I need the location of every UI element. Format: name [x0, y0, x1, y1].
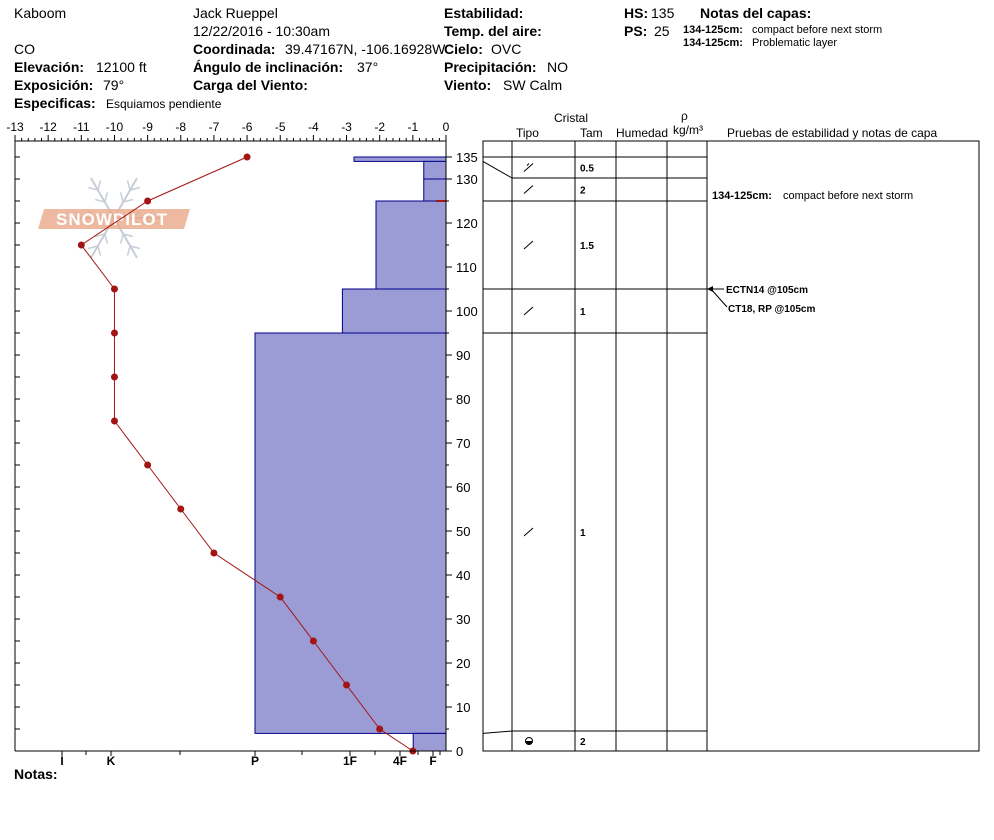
- location-name: Kaboom: [14, 5, 67, 21]
- height-tick-label: 50: [456, 524, 471, 539]
- snowflake-branch: [98, 246, 101, 256]
- temp-point: [310, 638, 317, 645]
- hardness-tick-label: K: [106, 754, 116, 768]
- hardness-bar: [342, 289, 446, 333]
- temp-tick-label: -11: [73, 120, 90, 134]
- snowflake-branch: [105, 234, 108, 244]
- stability-label: Estabilidad:: [444, 5, 524, 21]
- aspect-label: Exposición:: [14, 77, 94, 93]
- height-tick-label: 90: [456, 348, 471, 363]
- decomposing-crystal-icon: [524, 241, 533, 249]
- moisture-header: Humedad: [616, 126, 669, 140]
- air-temp-label: Temp. del aire:: [444, 23, 542, 39]
- hs-value: 135: [651, 5, 675, 21]
- layer-note-text: compact before next storm: [752, 24, 883, 36]
- temp-point: [210, 550, 217, 557]
- height-tick-label: 20: [456, 656, 471, 671]
- temp-point: [111, 286, 118, 293]
- temp-tick-label: -13: [6, 120, 24, 134]
- crystal-header: Cristal: [554, 111, 589, 125]
- crystal-size-value: 1.5: [580, 241, 594, 252]
- hardness-bars: [255, 157, 446, 751]
- temp-tick-label: -7: [208, 120, 220, 134]
- temp-tick-label: -3: [341, 120, 352, 134]
- snowflake-branch: [128, 246, 131, 256]
- ps-label: PS:: [624, 23, 648, 39]
- height-tick-label: 10: [456, 700, 471, 715]
- aspect-value: 79°: [103, 77, 125, 93]
- decomposing-crystal-icon: [524, 307, 533, 315]
- crystal-size-value: 1: [580, 307, 586, 318]
- specifics-value: Esquiamos pendiente: [106, 97, 222, 111]
- temp-tick-label: 0: [442, 120, 450, 134]
- decomposing-crystal-icon: [524, 528, 533, 536]
- type-header: Tipo: [516, 126, 539, 140]
- snowflake-branch: [98, 180, 101, 190]
- test-arrow-head: [707, 286, 713, 292]
- crystal-size-value: 2: [580, 737, 586, 748]
- state-name: CO: [14, 41, 35, 57]
- sky-value: OVC: [491, 41, 522, 57]
- snowflake-branch: [121, 234, 124, 244]
- layer-note-range: 134-125cm:: [683, 37, 743, 49]
- hardness-bar: [413, 733, 446, 751]
- hardness-bar: [255, 333, 446, 733]
- precipitation-value: NO: [547, 59, 568, 75]
- temp-point: [111, 418, 118, 425]
- hardness-tick-label: P: [250, 754, 260, 768]
- coordinate-label: Coordinada:: [193, 41, 276, 57]
- height-tick-label: 0: [456, 744, 464, 759]
- temp-tick-label: -2: [374, 120, 386, 134]
- hardness-bar: [354, 157, 446, 161]
- temp-point: [244, 154, 251, 161]
- crystal-table: [483, 141, 979, 751]
- temp-tick-label: -5: [274, 120, 286, 134]
- decomposing-crystal-icon: [524, 186, 533, 194]
- wind-load-label: Carga del Viento:: [193, 77, 308, 93]
- height-tick-label: 100: [456, 304, 478, 319]
- wind-value: SW Calm: [503, 77, 563, 93]
- depth-connector: [483, 161, 512, 178]
- decomposing-crystal-icon-mark: [527, 164, 529, 166]
- specifics-label: Especificas:: [14, 95, 96, 111]
- stability-test-label: CT18, RP @105cm: [728, 304, 816, 315]
- hardness-tick-label: F: [429, 754, 437, 768]
- layer-notes-title: Notas del capas:: [700, 5, 812, 21]
- layer-note-range: 134-125cm:: [683, 24, 743, 36]
- snowflake-branch: [105, 192, 108, 202]
- notes-label: Notas:: [14, 766, 58, 782]
- temp-point: [343, 682, 350, 689]
- layer-comment-range: 134-125cm:: [712, 190, 772, 202]
- observer-name: Jack Rueppel: [193, 5, 278, 21]
- size-header: Tam: [580, 126, 603, 140]
- slope-angle-value: 37°: [357, 59, 379, 75]
- temp-point: [177, 506, 184, 513]
- slope-angle-label: Ángulo de inclinación:: [193, 59, 344, 75]
- height-tick-label: 70: [456, 436, 471, 451]
- temp-tick-label: -4: [308, 120, 319, 134]
- height-tick-label: 120: [456, 216, 478, 231]
- height-tick-label: 80: [456, 392, 471, 407]
- hardness-tick-label: I: [60, 754, 64, 768]
- density-unit: kg/m³: [673, 123, 703, 137]
- crystal-size-value: 0.5: [580, 163, 594, 175]
- test-arrow-line: [711, 289, 727, 307]
- logo-text: SNOWPILOT: [56, 210, 168, 229]
- precipitation-label: Precipitación:: [444, 59, 537, 75]
- temp-tick-label: -8: [175, 120, 187, 134]
- density-header: ρ: [681, 109, 688, 123]
- snowflake-branch: [121, 192, 124, 202]
- temp-point: [111, 330, 118, 337]
- hardness-tick-label: 1F: [342, 754, 358, 768]
- temp-point: [144, 462, 151, 469]
- temp-tick-label: -6: [241, 120, 253, 134]
- hardness-tick-label: 4F: [392, 754, 408, 768]
- height-tick-label: 110: [456, 260, 477, 275]
- observation-datetime: 12/22/2016 - 10:30am: [193, 23, 330, 39]
- temp-point: [376, 726, 383, 733]
- depth-connector: [483, 731, 512, 733]
- height-tick-label: 130: [456, 172, 478, 187]
- temp-tick-label: -1: [407, 120, 419, 134]
- snowflake-branch: [128, 180, 131, 190]
- crystal-size-value: 2: [580, 185, 586, 197]
- ps-value: 25: [654, 23, 670, 39]
- temp-tick-label: -10: [105, 120, 124, 134]
- layer-note-text: Problematic layer: [752, 37, 837, 49]
- tests-header: Pruebas de estabilidad y notas de capa: [727, 126, 938, 140]
- coordinate-value: 39.47167N, -106.16928W: [285, 41, 446, 57]
- crystal-size-value: 1: [580, 528, 586, 539]
- hs-label: HS:: [624, 5, 649, 21]
- temp-point: [277, 594, 284, 601]
- sky-label: Cielo:: [444, 41, 483, 57]
- wind-label: Viento:: [444, 77, 492, 93]
- temp-point: [144, 198, 151, 205]
- stability-test-label: ECTN14 @105cm: [726, 285, 809, 296]
- table-frame: [483, 141, 979, 751]
- hardness-bar: [376, 201, 446, 289]
- elevation-value: 12100 ft: [96, 59, 147, 75]
- height-tick-label: 60: [456, 480, 471, 495]
- elevation-label: Elevación:: [14, 59, 85, 75]
- hardness-bar: [424, 179, 446, 201]
- hardness-bar: [424, 161, 446, 179]
- temp-tick-label: -12: [39, 120, 57, 134]
- temp-point: [111, 374, 118, 381]
- layer-comment-text: compact before next storm: [783, 190, 914, 202]
- snowpilot-logo: [38, 178, 190, 258]
- height-tick-label: 40: [456, 568, 471, 583]
- height-tick-label: 135: [456, 150, 478, 165]
- temp-tick-label: -9: [142, 120, 153, 134]
- height-tick-label: 30: [456, 612, 471, 627]
- temp-point: [78, 242, 85, 249]
